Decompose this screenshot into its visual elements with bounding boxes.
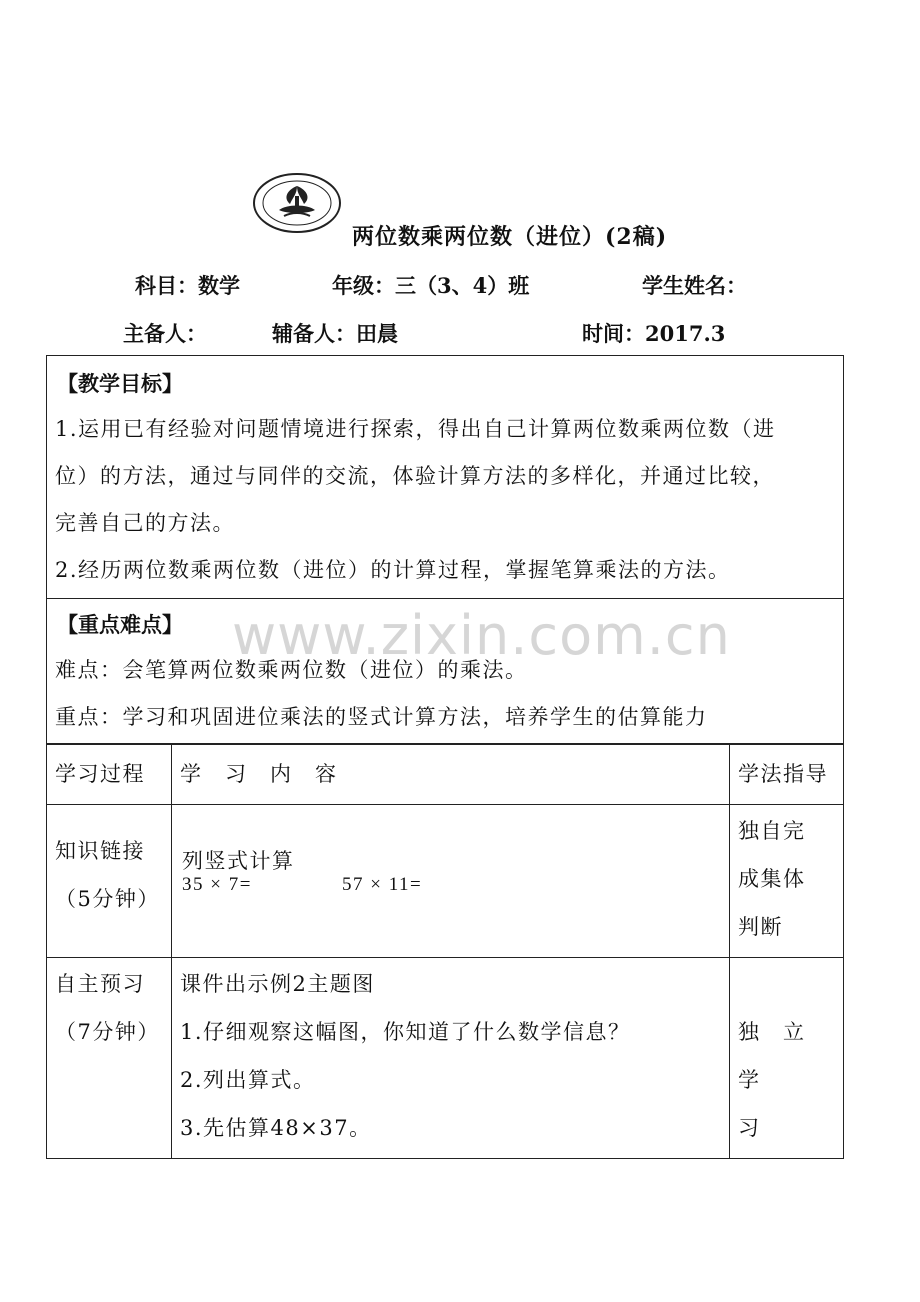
document-title: 两位数乘两位数（进位）(2稿): [352, 224, 668, 250]
guide-cell: [730, 805, 844, 958]
content-line: 1.仔细观察这幅图，你知道了什么数学信息？: [180, 1020, 631, 1044]
objective-line: 1.运用已有经验对问题情境进行探索，得出自己计算两位数乘两位数（进: [55, 417, 776, 441]
stage-duration: （7分钟）: [55, 1020, 160, 1044]
guide-cell: [730, 958, 844, 1159]
guide-line: 成集体: [738, 867, 806, 891]
table-header-row: [47, 744, 844, 805]
objective-line: 2.经历两位数乘两位数（进位）的计算过程，掌握笔算乘法的方法。: [55, 558, 731, 582]
guide-line: 习: [738, 1116, 761, 1140]
header-cell: 学 习 内 容: [172, 744, 730, 805]
guide-line: 判断: [738, 915, 783, 939]
header-cell: 学习过程: [47, 744, 172, 805]
stage-name: 自主预习: [55, 972, 145, 996]
lesson-table: [46, 743, 844, 1159]
key-points-section: [46, 598, 844, 745]
school-logo-seal: [252, 172, 342, 234]
date-label: 时间：2017.3: [582, 321, 726, 346]
content-cell: [172, 805, 730, 958]
objectives-section: [46, 355, 844, 599]
objectives-heading: 【教学目标】: [57, 371, 183, 396]
focus-line: 重点：学习和巩固进位乘法的竖式计算方法，培养学生的估算能力: [55, 705, 708, 729]
content-cell: [172, 958, 730, 1159]
guide-line: 独自完: [738, 819, 806, 843]
key-points-heading: 【重点难点】: [57, 612, 183, 637]
stage-cell: [47, 958, 172, 1159]
assistant-preparer-label: 辅备人：田晨: [272, 321, 398, 346]
objectives-text: [55, 406, 835, 594]
grade-label: 年级：三（3、4）班: [332, 273, 530, 298]
content-line: 3.先估算48×37。: [180, 1116, 372, 1140]
content-title: 列竖式计算: [182, 849, 295, 873]
key-points-text: [55, 647, 835, 741]
subject-label: 科目：数学: [135, 273, 240, 298]
content-line: 课件出示例2主题图: [180, 972, 375, 996]
table-row: [47, 805, 844, 958]
header-cell: 学法指导: [730, 744, 844, 805]
main-preparer-label: 主备人：: [123, 321, 207, 346]
stage-name: 知识链接: [55, 839, 145, 863]
student-name-label: 学生姓名：: [642, 273, 747, 298]
guide-line: 独 立 学: [738, 1020, 828, 1092]
difficulty-line: 难点：会笔算两位数乘两位数（进位）的乘法。: [55, 658, 528, 682]
expression-2: 57 × 11=: [342, 874, 423, 895]
stage-duration: （5分钟）: [55, 887, 160, 911]
watermark-text: www.zixin.com.cn: [232, 604, 731, 667]
table-row: [47, 958, 844, 1159]
content-line: 2.列出算式。: [180, 1068, 316, 1092]
objective-line: 位）的方法，通过与同伴的交流，体验计算方法的多样化，并通过比较，: [55, 464, 775, 488]
expression-1: 35 × 7=: [182, 874, 252, 895]
stage-cell: [47, 805, 172, 958]
objective-line: 完善自己的方法。: [55, 511, 235, 535]
